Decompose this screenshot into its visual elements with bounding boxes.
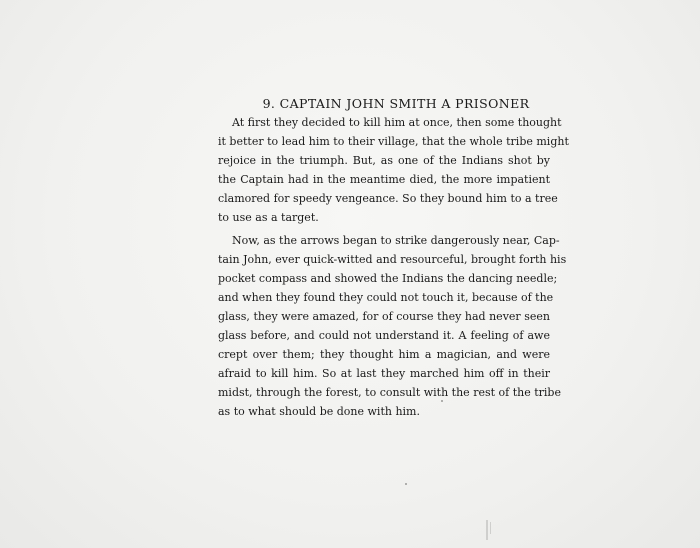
- text-line: and when they found they could not touch it, because of the: [218, 291, 554, 305]
- text-line: clamored for speedy vengeance. So they bound him to a tree: [218, 191, 558, 205]
- paper-scratch: [486, 520, 488, 540]
- text-line: pocket compass and showed the Indians the dancing needle;: [218, 272, 558, 286]
- text-line: to use as a target.: [218, 210, 319, 224]
- paragraph-2: [218, 232, 567, 421]
- text-line: Now, as the arrows began to strike dangerously near, Cap-: [232, 234, 560, 248]
- paper-speck: [441, 400, 443, 402]
- paragraph-1: [218, 114, 569, 227]
- text-line: rejoice in the triumph. But, as one of the Indians shot by: [218, 153, 550, 167]
- text-line: glass, they were amazed, for of course they had never seen: [218, 310, 550, 324]
- text-line: afraid to kill him. So at last they marched him off in their: [218, 366, 550, 380]
- text-line: it better to lead him to their village, that the whole tribe might: [218, 134, 569, 148]
- text-line: the Captain had in the meantime died, the more impatient: [218, 172, 550, 186]
- text-line: crept over them; they thought him a magician, and were: [218, 347, 550, 361]
- text-line: glass before, and could not understand it. A feeling of awe: [218, 328, 550, 342]
- text-line: midst, through the forest, to consult with the rest of the tribe: [218, 385, 561, 399]
- paper-scratch: [490, 522, 491, 534]
- paper-speck: [405, 483, 407, 485]
- text-line: as to what should be done with him.: [218, 404, 420, 418]
- text-line: tain John, ever quick-witted and resourceful, brought forth his: [218, 253, 567, 267]
- text-block: [218, 95, 569, 422]
- page-title: 9. CAPTAIN JOHN SMITH A PRISONER: [262, 96, 530, 111]
- text-line: At first they decided to kill him at once, then some thought: [232, 116, 562, 129]
